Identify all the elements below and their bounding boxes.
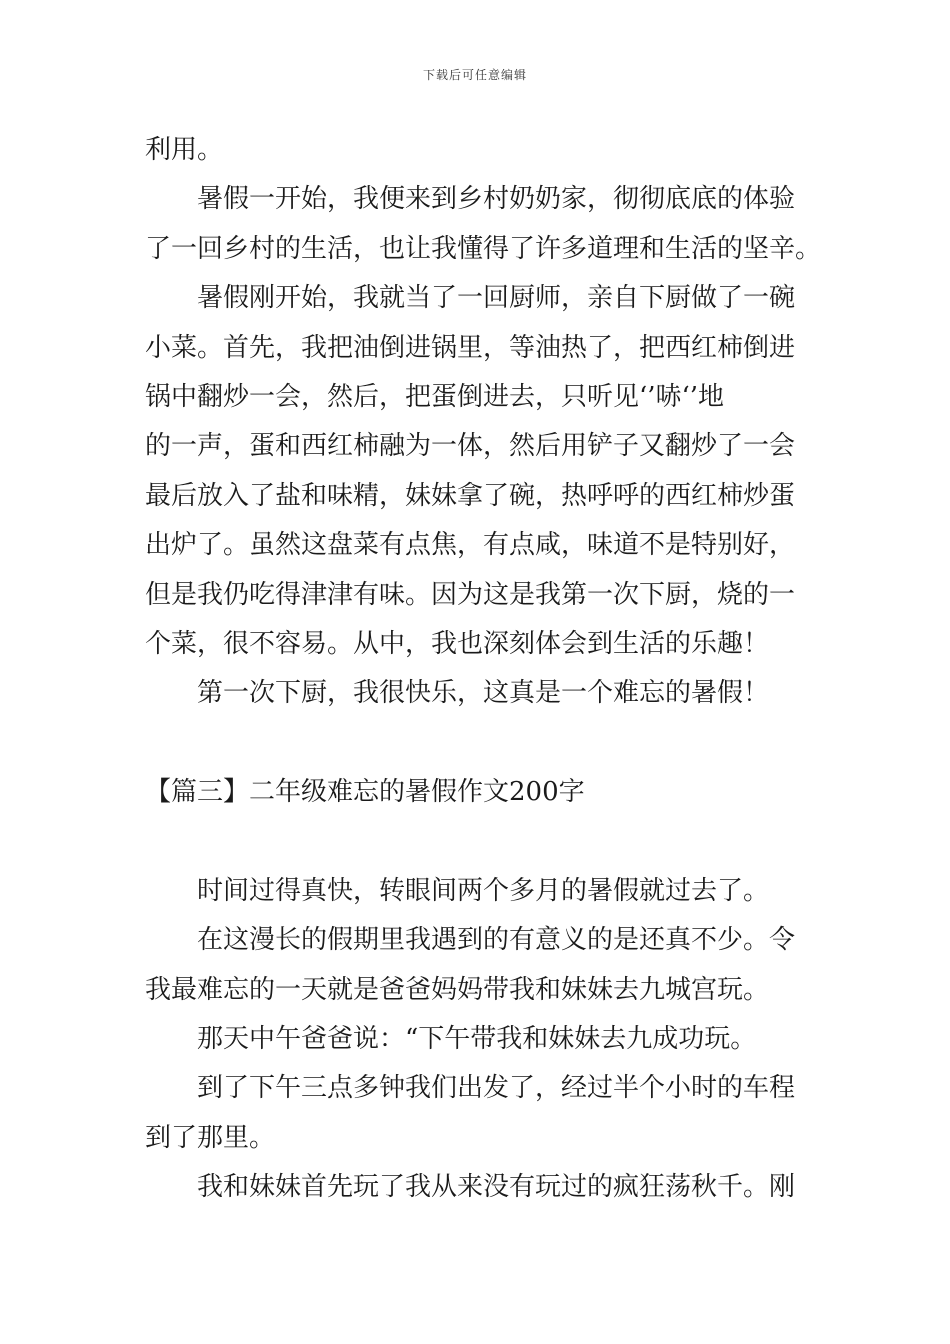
page-header: 下载后可任意编辑 [422,68,527,82]
text-line: 出炉了。虽然这盘菜有点焦，有点咸，味道不是特别好， [145,530,796,561]
text-line: 暑假一开始，我便来到乡村奶奶家，彻彻底底的体验 [197,184,796,215]
text-line: 第一次下厨，我很快乐，这真是一个难忘的暑假！ [197,678,770,709]
text-line: 在这漫长的假期里我遇到的有意义的是还真不少。令 [197,925,796,956]
text-line: 我和妹妹首先玩了我从来没有玩过的疯狂荡秋千。刚 [197,1172,796,1203]
text-line: 我最难忘的一天就是爸爸妈妈带我和妹妹去九城宫玩。 [145,974,770,1005]
text-line: 个菜，很不容易。从中，我也深刻体会到生活的乐趣！ [145,628,770,659]
document-body [145,126,822,1213]
section-heading: 【篇三】二年级难忘的暑假作文200字 [145,777,585,808]
text-line: 到了那里。 [145,1122,276,1153]
blank-line [145,817,810,866]
blank-line [145,719,810,768]
text-line: 暑假刚开始，我就当了一回厨师，亲自下厨做了一碗 [197,283,796,314]
text-line: 那天中午爸爸说：“下午带我和妹妹去九成功玩。 [197,1024,757,1055]
text-line: 了一回乡村的生活，也让我懂得了许多道理和生活的坚辛。 [145,233,822,264]
text-line: 的一声，蛋和西红柿融为一体，然后用铲子又翻炒了一会 [145,431,796,462]
text-line: 但是我仍吃得津津有味。因为这是我第一次下厨，烧的一 [145,579,796,610]
text-line: 到了下午三点多钟我们出发了，经过半个小时的车程 [197,1073,796,1104]
text-line: 利用。 [145,135,224,165]
text-line: 小菜。首先，我把油倒进锅里，等油热了，把西红柿倒进 [145,332,796,363]
text-line: 最后放入了盐和味精，妹妹拿了碗，热呼呼的西红柿炒蛋 [145,480,796,511]
text-line: 锅中翻炒一会，然后，把蛋倒进去，只听见‘’哧‘’地 [145,381,725,412]
text-line: 时间过得真快，转眼间两个多月的暑假就过去了。 [197,875,770,906]
